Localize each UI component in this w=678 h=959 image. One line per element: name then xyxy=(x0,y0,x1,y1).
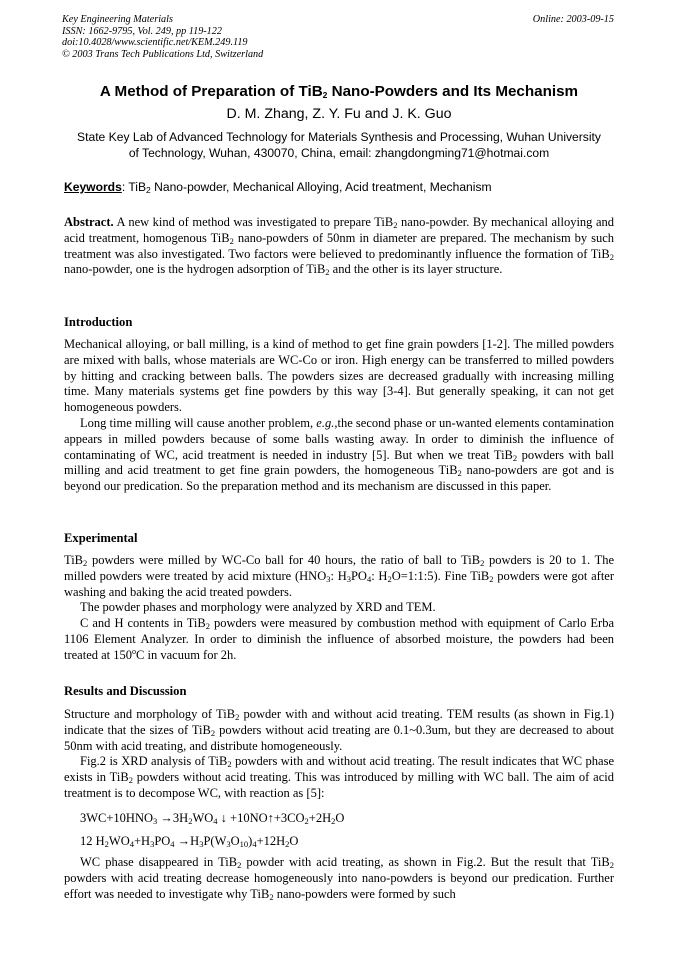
subscript: 2 xyxy=(393,220,398,230)
online-date: Online: 2003-09-15 xyxy=(532,14,614,25)
paragraph xyxy=(64,616,614,663)
equation-2 xyxy=(80,834,298,849)
subscript: 2 xyxy=(331,816,336,826)
text: powders without acid treating. This was introduced by milling with WC ball. The aim of acid treatment is to decompose WC, with reaction as [5]: xyxy=(64,770,614,800)
equation-1 xyxy=(80,811,344,826)
doi-line: doi:10.4028/www.scientific.net/KEM.249.119 xyxy=(62,37,248,49)
subscript: 2 xyxy=(210,727,216,738)
subscript: 2 xyxy=(387,573,392,584)
eq-text: WO xyxy=(192,811,214,825)
affiliation-line: State Key Lab of Advanced Technology for Materials Synthesis and Processing, Wuhan University xyxy=(77,130,601,144)
paper-title xyxy=(0,83,678,100)
text: powders were got after washing and baking the acid treated powders. xyxy=(64,568,615,599)
text: : H xyxy=(330,568,347,583)
subscript: 2 xyxy=(229,235,234,246)
issn-line: ISSN: 1662-9795, Vol. 249, pp 119-122 xyxy=(62,25,222,37)
superscript: o xyxy=(132,646,137,656)
keywords xyxy=(64,180,614,194)
eq-text: WO xyxy=(108,834,130,848)
subscript: 3 xyxy=(199,839,204,849)
text-italic: e.g. xyxy=(316,415,335,430)
abstract-text: nano-powders of 50nm in diameter are prepared. The mechanism by such treatment was also investigated. Two factors were believed to predominantly influence the formation of TiB xyxy=(64,230,614,261)
abstract-text: nano-powder. By mechanical alloying and acid treatment, homogenous TiB xyxy=(64,215,614,245)
eq-text: 3WC+10HNO xyxy=(80,811,154,825)
eq-text: P(W xyxy=(203,834,227,848)
results-body-continued xyxy=(64,855,614,902)
text: Fig.2 is XRD analysis of TiB xyxy=(80,754,228,769)
text: powders were measured by combustion method with equipment of Carlo Erba 1106 Element Analyzer. In order to diminish the influence of absorbed moisture, the powders had been treated at 150 xyxy=(64,616,614,662)
abstract-label: Abstract. xyxy=(64,215,114,229)
affiliation xyxy=(62,130,616,161)
abstract-text: and the other is its layer structure. xyxy=(329,262,503,277)
subscript: 4 xyxy=(129,839,134,849)
down-arrow-icon: ↓ xyxy=(217,811,231,825)
eq-text: H xyxy=(190,834,200,848)
subscript: 2 xyxy=(609,251,614,262)
right-arrow-icon: → xyxy=(157,811,173,825)
text: powder with acid treating, as shown in Fig.2. But the result that TiB xyxy=(241,855,610,869)
subscript: 2 xyxy=(237,860,242,870)
subscript: 3 xyxy=(226,839,231,849)
text: nano-powders were formed by such xyxy=(273,886,456,901)
keywords-subscript: 2 xyxy=(146,185,151,195)
authors: D. M. Zhang, Z. Y. Fu and J. K. Guo xyxy=(226,106,452,122)
subscript: 2 xyxy=(205,621,210,632)
eq-text: +H xyxy=(133,834,151,848)
subscript: 3 xyxy=(150,839,155,849)
eq-text: O xyxy=(289,834,299,848)
subscript: 4 xyxy=(170,839,175,849)
paragraph xyxy=(64,416,614,495)
up-arrow-icon: ↑ xyxy=(267,811,274,825)
text: C and H contents in TiB xyxy=(80,616,206,631)
subscript: 2 xyxy=(128,775,133,786)
text: powders with and without acid treating. The result indicates that WC phase exists in TiB xyxy=(64,754,614,785)
eq-text: PO xyxy=(154,834,171,848)
abstract-text: A new kind of method was investigated to prepare TiB xyxy=(113,215,394,229)
eq-text: O xyxy=(230,834,240,848)
text: powders without acid treating are 0.1~0.3um, but they are decreased to about 50nm with acid treating, and distribute homogeneously. xyxy=(64,722,614,753)
subscript: 2 xyxy=(480,558,485,568)
paragraph: The powder phases and morphology were analyzed by XRD and TEM. xyxy=(80,600,436,615)
subscript: 3 xyxy=(346,573,351,584)
title-subscript: 2 xyxy=(322,90,328,100)
subscript: 2 xyxy=(235,712,240,722)
text: : H xyxy=(371,568,388,583)
subscript: 3 xyxy=(326,573,331,584)
right-arrow-icon: → xyxy=(174,834,191,848)
keywords-text: Nano-powder, Mechanical Alloying, Acid treatment, Mechanism xyxy=(150,180,492,194)
subscript: 4 xyxy=(213,816,218,826)
subscript: 4 xyxy=(252,839,257,849)
eq-text: +2H xyxy=(308,811,332,825)
eq-text: +12H xyxy=(256,834,286,848)
eq-text: 12 H xyxy=(80,834,105,848)
text: C in vacuum for 2h. xyxy=(136,647,237,662)
text: powders with ball milling and acid treatment to get fine grain powders, the homogeneous TiB xyxy=(64,447,614,478)
text: powders is 20 to 1. The milled powders were treated by acid mixture (HNO xyxy=(64,553,615,583)
title-text-end: Nano-Powders and Its Mechanism xyxy=(327,83,579,100)
copyright-line: © 2003 Trans Tech Publications Ltd, Switzerland xyxy=(62,48,264,60)
paragraph xyxy=(64,754,614,801)
affiliation-line: of Technology, Wuhan, 430070, China, email: zhangdongming71@hotmai.com xyxy=(128,145,550,160)
results-body xyxy=(64,707,614,802)
keywords-label: Keywords xyxy=(64,180,122,194)
subscript: 2 xyxy=(304,816,309,826)
text: TiB xyxy=(64,553,84,567)
introduction-body xyxy=(64,337,614,495)
subscript: 2 xyxy=(269,891,274,902)
paragraph: Mechanical alloying, or ball milling, is a kind of method to get fine grain powders [1-2]. The milled powders are mixed with balls, whose materials are WC-Co or iron. High energy can be transferred to milled powders by hitting and cracking between balls. The powders sizes are decreased gradually with increasing milling time. Many materials systems get fine powders by this way [3-4]. But generally speaking, it can not get homogeneous powders. xyxy=(64,337,614,415)
text: powders with acid treating decrease homogeneously into nano-powders is beyond our predication. Further effort was needed to investigate why TiB xyxy=(64,870,614,901)
text: ,the second phase or un-wanted elements contamination appears in milled powders because of some balls wasting away. In order to diminish the influence of contaminating of WC, acid treatment is needed in industry [5]. But when we treat TiB xyxy=(64,415,614,462)
eq-text: 3H xyxy=(172,811,189,825)
eq-text: +10NO xyxy=(230,811,268,825)
keywords-colon: : xyxy=(121,180,126,194)
subscript: 2 xyxy=(457,468,462,479)
subscript: 2 xyxy=(285,839,290,849)
abstract-text: nano-powder, one is the hydrogen adsorption of TiB xyxy=(64,262,326,277)
experimental-body xyxy=(64,553,614,664)
introduction-heading: Introduction xyxy=(64,315,133,329)
paragraph xyxy=(64,707,614,754)
subscript: 2 xyxy=(83,558,88,568)
results-heading: Results and Discussion xyxy=(64,684,187,698)
text: powders were milled by WC-Co ball for 40 hours, the ratio of ball to TiB xyxy=(87,553,481,567)
subscript: 2 xyxy=(609,860,614,870)
experimental-heading: Experimental xyxy=(64,531,138,545)
subscript: 2 xyxy=(489,573,494,584)
text: powder with and without acid treating. TEM results (as shown in Fig.1) indicate that the sizes of TiB xyxy=(64,707,614,737)
text: WC phase disappeared in TiB xyxy=(80,855,238,869)
text: PO xyxy=(350,568,367,583)
eq-text: ) xyxy=(248,834,253,848)
paragraph xyxy=(64,855,614,902)
journal-name: Key Engineering Materials xyxy=(62,14,173,25)
text: Structure and morphology of TiB xyxy=(64,707,236,721)
title-text: A Method of Preparation of TiB xyxy=(99,83,323,100)
subscript: 2 xyxy=(188,816,193,826)
subscript: 2 xyxy=(227,759,232,770)
text: O=1:1:5). Fine TiB xyxy=(391,568,490,583)
subscript: 2 xyxy=(325,267,330,278)
eq-text: +3CO xyxy=(273,811,305,825)
eq-text: O xyxy=(335,811,345,825)
journal-header xyxy=(62,14,263,60)
keywords-text: TiB xyxy=(125,180,147,194)
subscript: 4 xyxy=(366,573,372,584)
subscript: 2 xyxy=(104,839,109,849)
abstract xyxy=(64,215,614,278)
paragraph xyxy=(64,553,614,600)
subscript: 3 xyxy=(153,816,158,826)
text: Long time milling will cause another problem, xyxy=(80,415,317,430)
subscript: 2 xyxy=(512,452,518,463)
text: nano-powders are got and is beyond our predication. So the preparation method and its mechanism are discussed in this paper. xyxy=(64,463,614,494)
subscript: 10 xyxy=(239,839,249,849)
